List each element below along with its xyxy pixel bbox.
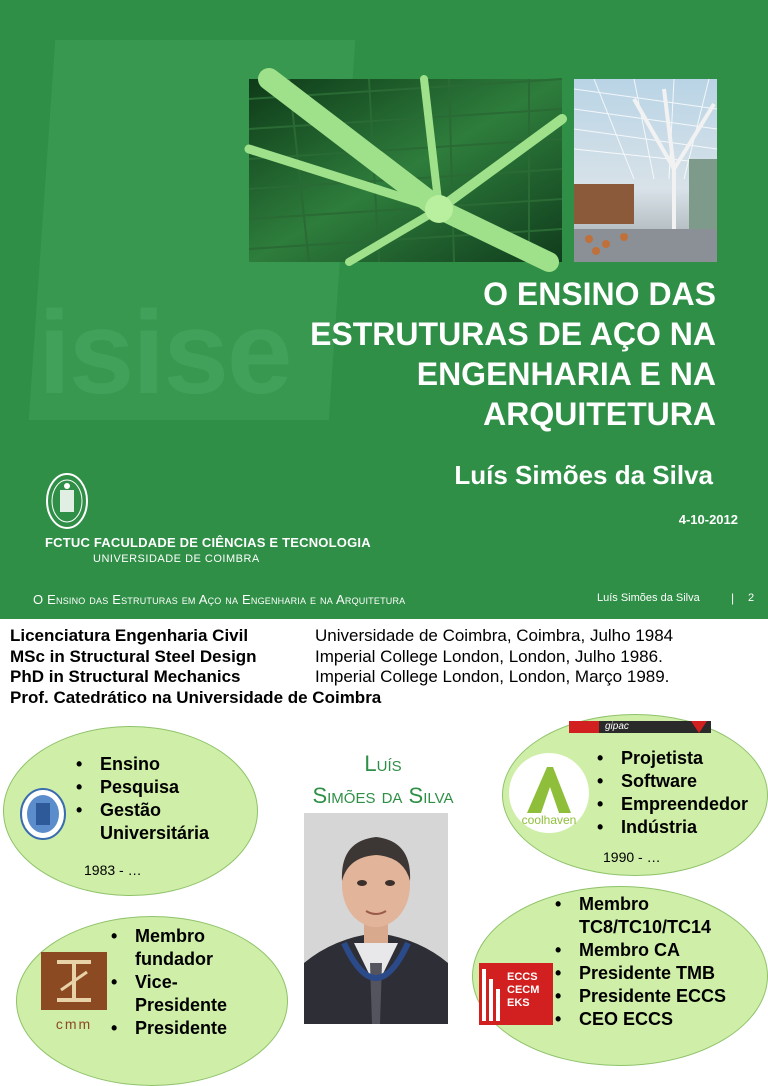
degree-title: PhD in Structural Mechanics — [10, 667, 241, 686]
list-item: • Software — [595, 770, 748, 793]
list-item: • Presidente ECCS — [553, 985, 726, 1008]
bio-slide — [0, 576, 768, 1038]
gipac-logo-text: gipac — [605, 721, 629, 732]
list-item: • Pesquisa — [74, 776, 209, 799]
eccs-logo-icon — [479, 963, 553, 1025]
coolhaven-logo-text: coolhaven — [521, 813, 577, 827]
list-item: Universitária — [100, 823, 210, 843]
list-item: • Empreendedor — [595, 793, 748, 816]
isise-watermark: isise — [38, 287, 291, 419]
faculty-name: FCTUC FACULDADE DE CIÊNCIAS E TECNOLOGIA — [45, 535, 371, 550]
ellipse-industry — [502, 714, 768, 876]
header-title: O Ensino das Estruturas em Aço na Engenharia e na Arquitetura — [33, 592, 406, 607]
degree-title: MSc in Structural Steel Design — [10, 647, 257, 666]
role-list — [595, 747, 748, 839]
period-label: 1983 - … — [84, 862, 142, 878]
ellipse-university — [3, 726, 258, 896]
presentation-date: 4-10-2012 — [678, 512, 738, 527]
ellipse-eccs — [472, 886, 768, 1066]
list-item: • Presidente TMB — [553, 962, 726, 985]
role-list — [553, 893, 726, 1031]
list-item: • Membro CA — [553, 939, 726, 962]
gipac-logo-icon — [569, 721, 711, 733]
profile-last-name: Simões da Silva — [312, 783, 454, 808]
header-separator: | — [731, 591, 735, 605]
presenter-name: Luís Simões da Silva — [454, 460, 713, 490]
list-item: fundador — [135, 949, 213, 969]
steel-structure-photo — [249, 79, 562, 262]
cmm-logo-text: cmm — [55, 1016, 93, 1032]
degree-institution: Imperial College London, London, Março 1989. — [315, 667, 670, 686]
university-name: UNIVERSIDADE DE COIMBRA — [93, 553, 260, 565]
ellipse-cmm — [16, 916, 288, 1086]
period-label: 1990 - … — [603, 849, 661, 865]
profile-name — [288, 748, 478, 812]
list-item: • Vice- — [109, 971, 227, 994]
atrium-photo — [574, 79, 717, 262]
list-item: • Indústria — [595, 816, 748, 839]
university-seal-icon — [45, 472, 89, 530]
list-item: • Membro — [109, 925, 227, 948]
list-item: TC8/TC10/TC14 — [579, 917, 712, 937]
university-seal-icon — [18, 787, 68, 846]
page-number: 2 — [748, 592, 755, 604]
slide-header — [0, 576, 768, 619]
cmm-logo-icon — [41, 952, 107, 1032]
role-list — [74, 753, 209, 845]
degree-title: Prof. Catedrático na Universidade de Coimbra — [10, 688, 382, 707]
profile-first-name: Luís — [364, 751, 402, 776]
coolhaven-logo-icon — [509, 753, 589, 833]
portrait-photo — [304, 813, 448, 1024]
degree-institution: Imperial College London, London, Julho 1986. — [315, 647, 663, 666]
list-item: • Gestão — [74, 799, 209, 822]
list-item: • Ensino — [74, 753, 209, 776]
list-item: • Membro — [553, 893, 726, 916]
header-author: Luís Simões da Silva — [597, 592, 700, 604]
eccs-logo-text: ECCS CECM EKS — [507, 971, 540, 1009]
degree-title: Licenciatura Engenharia Civil — [10, 626, 249, 645]
list-item: • CEO ECCS — [553, 1008, 726, 1031]
list-item: • Projetista — [595, 747, 748, 770]
list-item: • Presidente — [109, 1017, 227, 1040]
role-list — [109, 925, 227, 1040]
presentation-title: O ENSINO DAS ESTRUTURAS DE AÇO NA ENGENHARIA E NA ARQUITETURA — [310, 276, 716, 432]
degree-institution: Universidade de Coimbra, Coimbra, Julho 1984 — [315, 626, 674, 645]
list-item: Presidente — [135, 995, 228, 1015]
